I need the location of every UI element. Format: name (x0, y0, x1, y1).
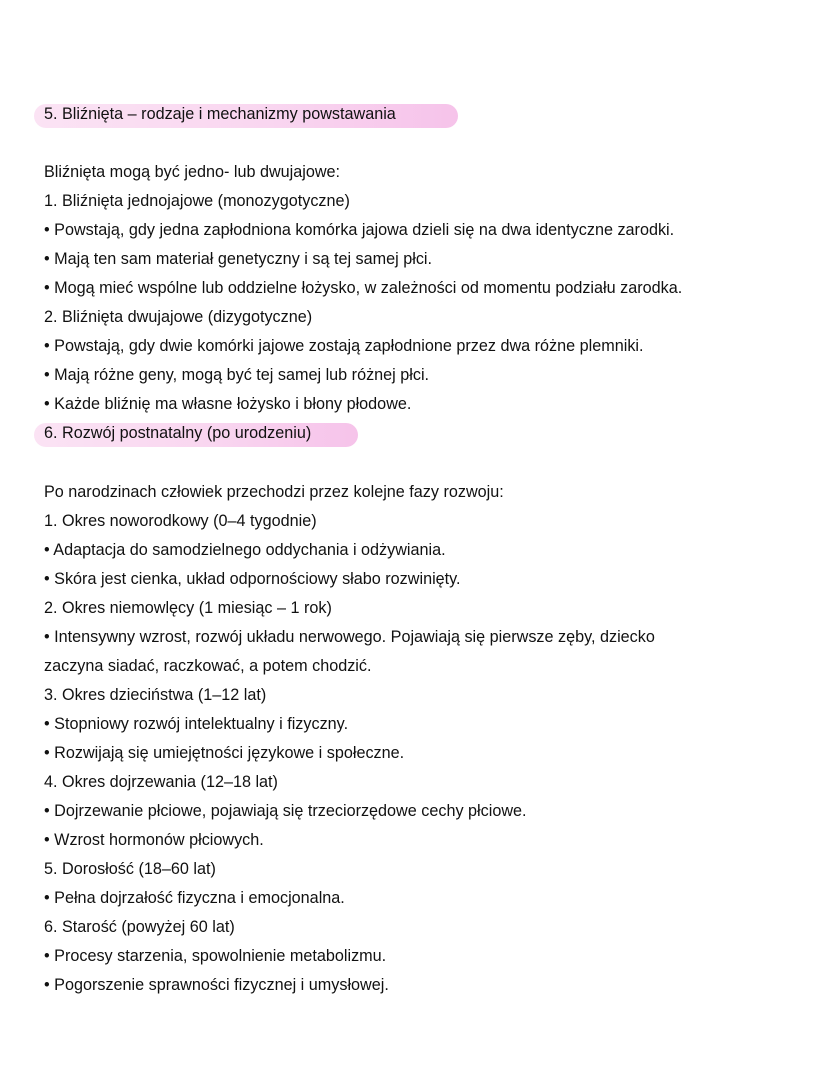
section-6-line-18: • Pogorszenie sprawności fizycznej i umysłowej. (44, 976, 389, 994)
section-6-line-6: • Intensywny wzrost, rozwój układu nerwowego. Pojawiają się pierwsze zęby, dziecko (44, 628, 655, 646)
section-5-line-7: • Powstają, gdy dwie komórki jajowe zostają zapłodnione przez dwa różne plemniki. (44, 337, 644, 355)
section-6-line-9: • Stopniowy rozwój intelektualny i fizyczny. (44, 715, 349, 733)
section-6-line-7: zaczyna siadać, raczkować, a potem chodzić. (44, 657, 372, 675)
section-6-line-1: Po narodzinach człowiek przechodzi przez kolejne fazy rozwoju: (44, 483, 504, 501)
section-6-line-11: 4. Okres dojrzewania (12–18 lat) (44, 773, 278, 791)
section-5-line-6: 2. Bliźnięta dwujajowe (dizygotyczne) (44, 308, 313, 326)
section-5-line-4: • Mają ten sam materiał genetyczny i są tej samej płci. (44, 250, 433, 268)
section-5-heading: 5. Bliźnięta – rodzaje i mechanizmy powstawania (44, 105, 396, 123)
section-5-line-5: • Mogą mieć wspólne lub oddzielne łożysko, w zależności od momentu podziału zarodka. (44, 279, 683, 297)
section-6-line-2: 1. Okres noworodkowy (0–4 tygodnie) (44, 512, 317, 530)
section-5-line-9: • Każde bliźnię ma własne łożysko i błony płodowe. (44, 395, 412, 413)
section-5-line-2: 1. Bliźnięta jednojajowe (monozygotyczne) (44, 192, 350, 210)
section-6-line-17: • Procesy starzenia, spowolnienie metabolizmu. (44, 947, 387, 965)
section-6-line-8: 3. Okres dzieciństwa (1–12 lat) (44, 686, 267, 704)
section-6-line-15: • Pełna dojrzałość fizyczna i emocjonalna. (44, 889, 345, 907)
section-6-line-16: 6. Starość (powyżej 60 lat) (44, 918, 235, 936)
section-6-line-10: • Rozwijają się umiejętności językowe i społeczne. (44, 744, 405, 762)
section-5-line-3: • Powstają, gdy jedna zapłodniona komórka jajowa dzieli się na dwa identyczne zarodki. (44, 221, 675, 239)
section-6-line-4: • Skóra jest cienka, układ odpornościowy słabo rozwinięty. (44, 570, 461, 588)
section-6-heading: 6. Rozwój postnatalny (po urodzeniu) (44, 424, 312, 442)
section-6-line-12: • Dojrzewanie płciowe, pojawiają się trzeciorzędowe cechy płciowe. (44, 802, 527, 820)
section-5-line-1: Bliźnięta mogą być jedno- lub dwujajowe: (44, 163, 341, 181)
section-5-line-8: • Mają różne geny, mogą być tej samej lub różnej płci. (44, 366, 430, 384)
section-6-line-5: 2. Okres niemowlęcy (1 miesiąc – 1 rok) (44, 599, 332, 617)
section-6-line-13: • Wzrost hormonów płciowych. (44, 831, 264, 849)
section-6-line-14: 5. Dorosłość (18–60 lat) (44, 860, 216, 878)
section-6-line-3: • Adaptacja do samodzielnego oddychania i odżywiania. (44, 541, 446, 559)
